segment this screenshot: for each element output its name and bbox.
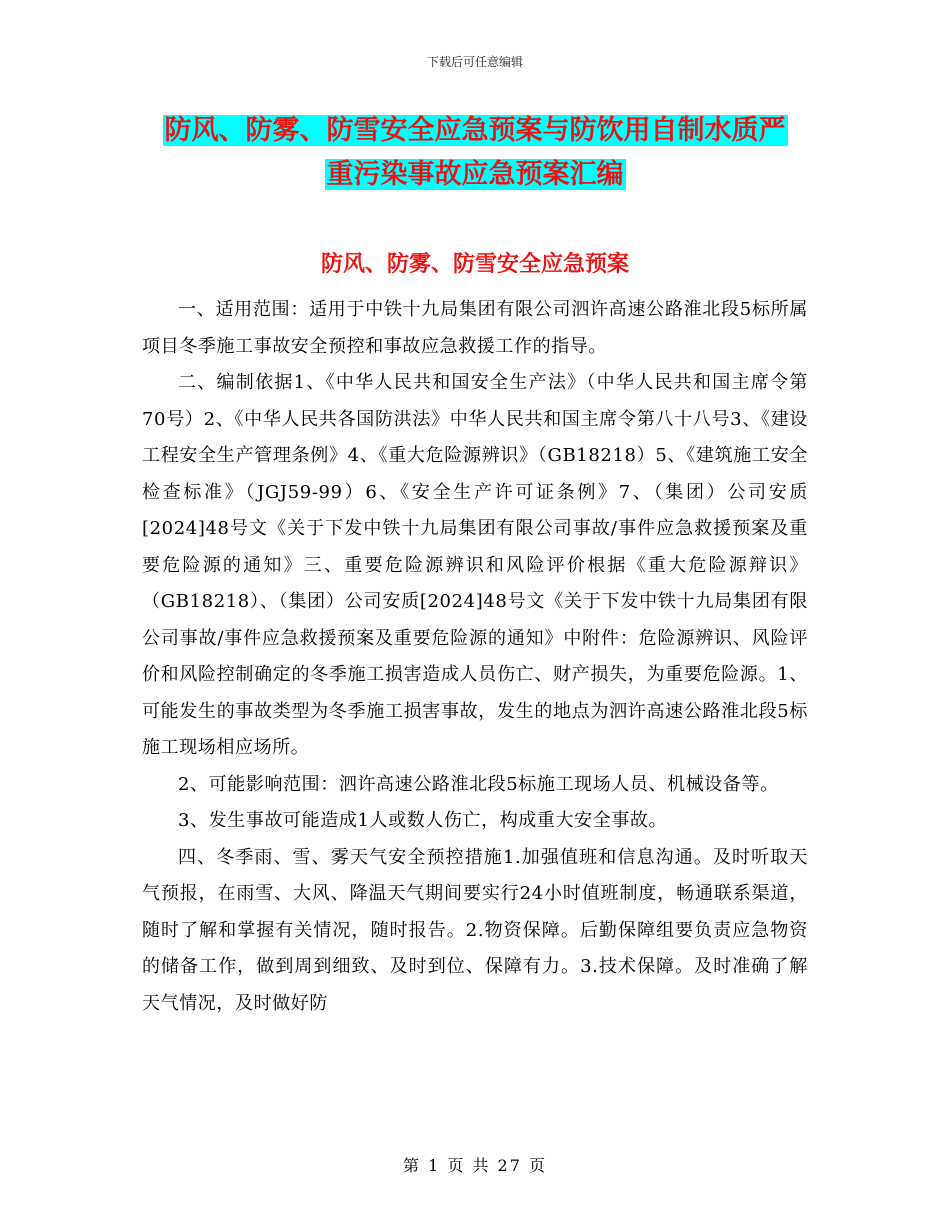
header-note: 下载后可任意编辑 [426, 55, 523, 69]
document-title-line-1 [0, 112, 950, 150]
document-title-text-1: 防风、防雾、防雪安全应急预案与防饮用自制水质严 [164, 115, 786, 146]
paragraph-basis: 二、编制依据1、《中华人民共和国安全生产法》（中华人民共和国主席令第70号）2、《中华人民共各国防洪法》中华人民共和国主席令第八十八号3、《建设工程安全生产管理条例》4、《重大危险源辨识》（GB18218）5、《建筑施工安全检查标准》（JGJ59-99）6、《安全生产许可证条例》7、（集团）公司安质[2024]48号文《关于下发中铁十九局集团有限公司事故/事件应急救援预案及重要危险源的通知》三、重要危险源辨识和风险评价根据《重大危险源辩识》（GB18218）、（集团）公司安质[2024]48号文《关于下发中铁十九局集团有限公司事故/事件应急救援预案及重要危险源的通知》中附件：危险源辨识、风险评价和风险控制确定的冬季施工损害造成人员伤亡、财产损失，为重要危险源。1、可能发生的事故类型为冬季施工损害事故，发生的地点为泗许高速公路淮北段5标施工现场相应场所。 [142, 372, 808, 758]
paragraph-impact-range: 2、可能影响范围：泗许高速公路淮北段5标施工现场人员、机械设备等。 [178, 773, 779, 795]
paragraph-scope: 一、适用范围：适用于中铁十九局集团有限公司泗许高速公路淮北段5标所属项目冬季施工事故安全预控和事故应急救援工作的指导。 [142, 299, 808, 357]
section-title: 防风、防雾、防雪安全应急预案 [320, 252, 629, 277]
document-title-text-2: 重污染事故应急预案汇编 [326, 159, 624, 190]
paragraph-consequence: 3、发生事故可能造成1人或数人伤亡，构成重大安全事故。 [178, 810, 668, 831]
document-body [142, 292, 808, 1022]
document-title-line-2 [0, 156, 950, 194]
page-footer: 第 1 页 共 27 页 [403, 1156, 547, 1175]
paragraph-measures: 四、冬季雨、雪、雾天气安全预控措施1.加强值班和信息沟通。及时听取天气预报，在雨雪、大风、降温天气期间要实行24小时值班制度，畅通联系渠道，随时了解和掌握有关情况，随时报告。2.物资保障。后勤保障组要负责应急物资的储备工作，做到周到细致、及时到位、保障有力。3.技术保障。及时准确了解天气情况，及时做好防 [142, 846, 808, 1014]
